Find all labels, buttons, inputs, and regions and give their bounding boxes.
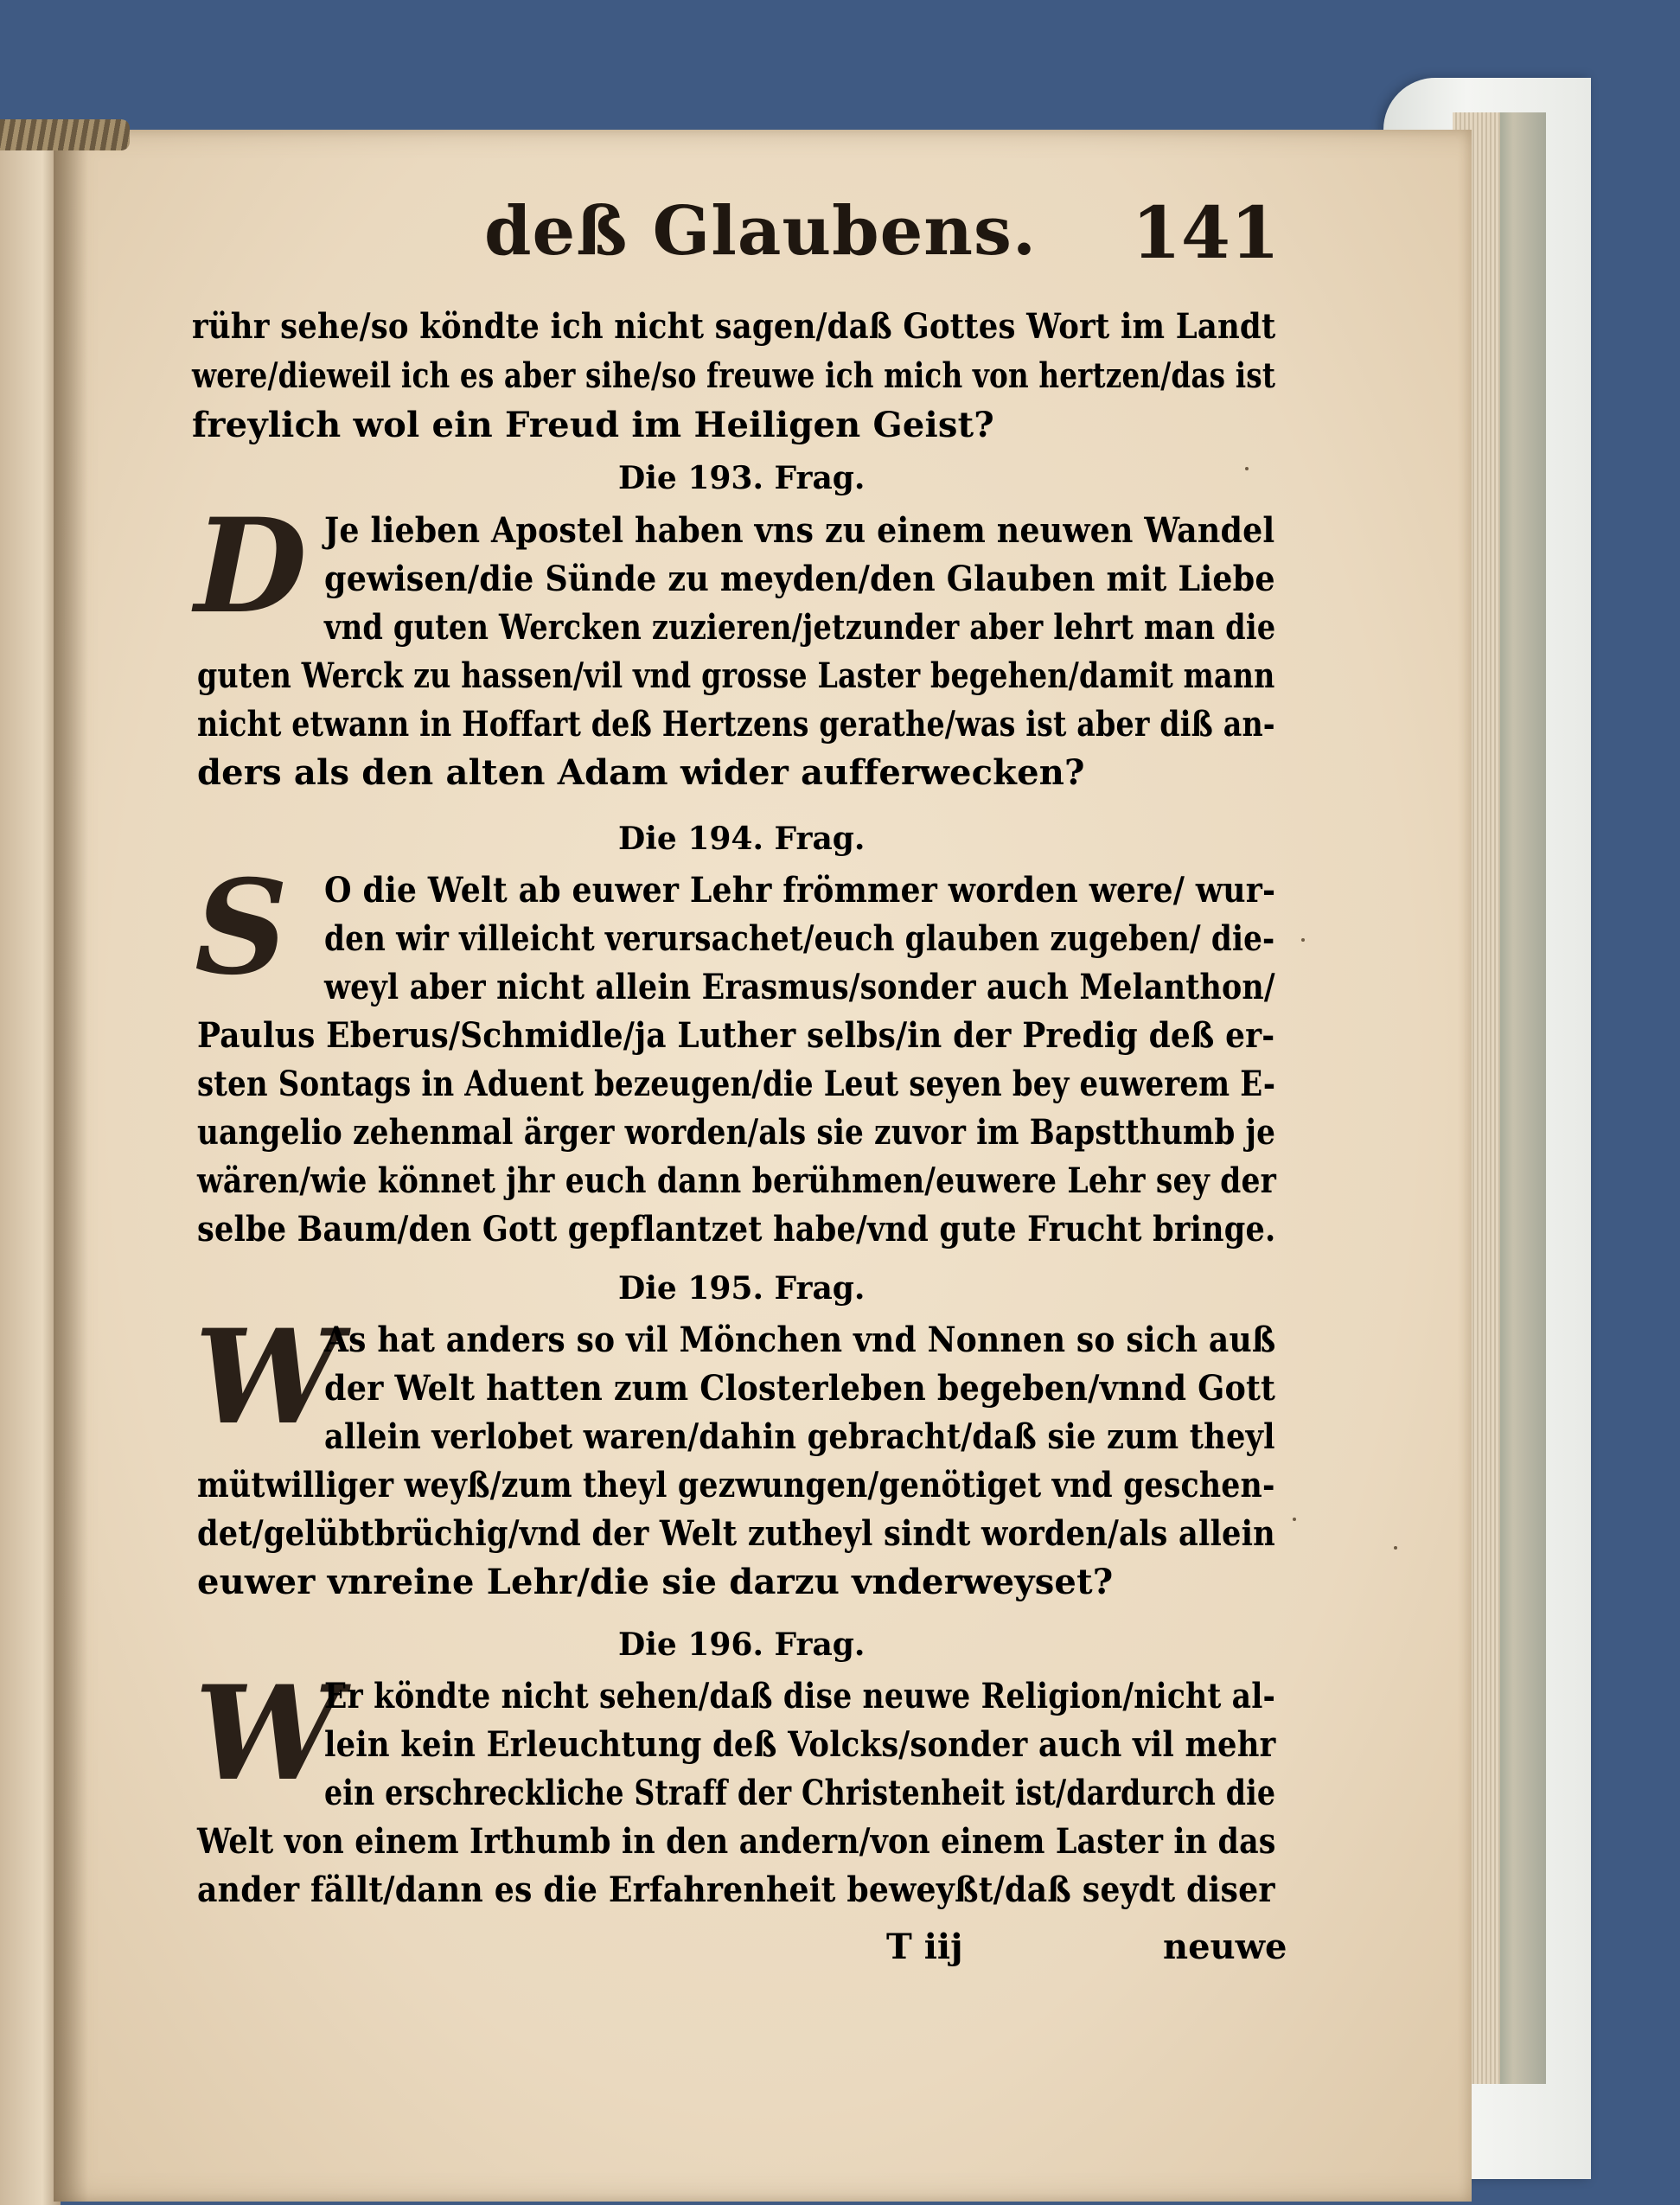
text-line: Er köndte nicht sehen/daß dise neuwe Religion/nicht al- <box>324 1676 1276 1716</box>
drop-capital: S <box>195 852 289 1004</box>
text-line: uangelio zehenmal ärger worden/als sie zuvor im Bapstthumb je <box>197 1112 1276 1153</box>
question-heading: Die 195. Frag. <box>618 1270 866 1307</box>
text-line: allein verlobet waren/dahin gebracht/daß sie zum theyl <box>324 1416 1275 1457</box>
drop-capital: W <box>195 1658 341 1810</box>
ink-speck <box>1293 1518 1296 1521</box>
text-line: As hat anders so vil Mönchen vnd Nonnen so sich auß <box>324 1320 1276 1360</box>
header-title: deß Glaubens. <box>484 192 1038 271</box>
signature-mark: T iij <box>886 1927 963 1967</box>
ink-speck <box>1245 467 1249 470</box>
question-heading: Die 193. Frag. <box>618 460 866 496</box>
text-line: O die Welt ab euwer Lehr frömmer worden were/ wur- <box>324 870 1276 911</box>
text-line: Paulus Eberus/Schmidle/ja Luther selbs/in der Predig deß er- <box>197 1015 1275 1056</box>
ink-speck <box>1301 938 1305 942</box>
ink-speck <box>1394 1546 1397 1550</box>
question-heading: Die 194. Frag. <box>618 821 866 857</box>
text-line: mütwilliger weyß/zum theyl gezwungen/genötiget vnd geschen- <box>197 1465 1275 1505</box>
text-line: weyl aber nicht allein Erasmus/sonder auch Melanthon/ <box>324 967 1275 1007</box>
text-line: lein kein Erleuchtung deß Volcks/sonder auch vil mehr <box>324 1724 1276 1765</box>
page-number: 141 <box>1131 192 1280 275</box>
text-line: ein erschreckliche Straff der Christenheit ist/dardurch die <box>324 1773 1276 1813</box>
text-line: den wir villeicht verursachet/euch glauben zugeben/ die- <box>324 918 1275 959</box>
binding-thread <box>0 119 130 150</box>
drop-capital: W <box>195 1301 341 1454</box>
gutter-shadow <box>54 130 88 2202</box>
text-line: guten Werck zu hassen/vil vnd grosse Laster begehen/damit mann <box>197 655 1275 696</box>
text-line: det/gelübtbrüchig/vnd der Welt zutheyl sindt worden/als allein <box>197 1513 1275 1554</box>
text-line: gewisen/die Sünde zu meyden/den Glauben mit Liebe <box>324 559 1275 599</box>
text-line: freylich wol ein Freud im Heiligen Geist? <box>192 405 994 445</box>
text-line: ander fällt/dann es die Erfahrenheit beweyßt/daß seydt diser <box>197 1869 1275 1910</box>
text-line: ders als den alten Adam wider aufferwecken? <box>197 752 1085 793</box>
running-header <box>484 192 1280 278</box>
text-line: der Welt hatten zum Closterleben begeben/vnnd Gott <box>324 1368 1276 1409</box>
left-page-edge <box>0 130 61 2205</box>
text-line: nicht etwann in Hoffart deß Hertzens gerathe/was ist aber diß an- <box>197 704 1275 745</box>
question-heading: Die 196. Frag. <box>618 1627 866 1663</box>
text-line: wären/wie könnet jhr euch dann berühmen/euwere Lehr sey der <box>197 1160 1277 1201</box>
text-line: Welt von einem Irthumb in den andern/von einem Laster in das <box>197 1821 1276 1862</box>
text-line: vnd guten Wercken zuzieren/jetzunder aber lehrt man die <box>324 607 1276 648</box>
catchword: neuwe <box>1163 1927 1287 1967</box>
drop-capital: D <box>195 490 308 642</box>
text-line: sten Sontags in Aduent bezeugen/die Leut seyen bey euwerem E- <box>197 1064 1276 1104</box>
text-line: euwer vnreine Lehr/die sie darzu vnderweyset? <box>197 1562 1114 1602</box>
text-line: selbe Baum/den Gott gepflantzet habe/vnd gute Frucht bringe. <box>197 1209 1276 1250</box>
text-line: were/dieweil ich es aber sihe/so freuwe ich mich von hertzen/das ist <box>192 355 1276 396</box>
text-line: Je lieben Apostel haben vns zu einem neuwen Wandel <box>324 510 1275 551</box>
text-line: rühr sehe/so köndte ich nicht sagen/daß Gottes Wort im Landt <box>192 306 1276 347</box>
